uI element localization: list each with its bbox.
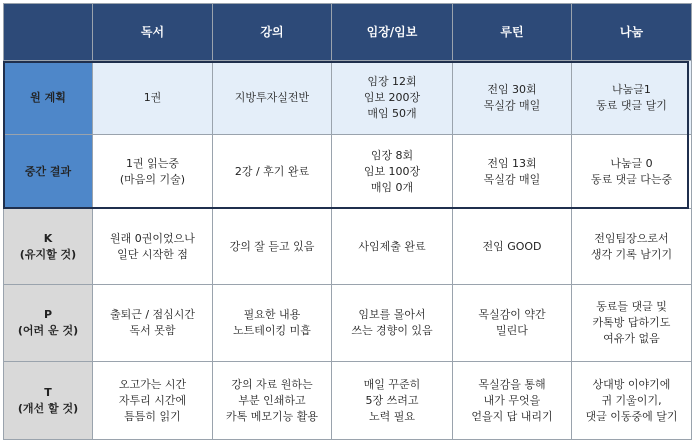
column-header-routine: 루틴 xyxy=(453,4,572,61)
keep-sharing-cell: 전임팀장으로서 생각 기록 남기기 xyxy=(572,209,692,285)
plan-lecture-cell: 지방투자실전반 xyxy=(213,61,332,135)
table-row-try xyxy=(4,362,692,440)
midterm-reading-cell: 1권 읽는중 (마음의 기술) xyxy=(93,135,213,209)
header-row xyxy=(4,4,692,61)
table-row-midterm xyxy=(4,135,692,209)
try-reading-cell: 오고가는 시간 자투리 시간에 틈틈히 읽기 xyxy=(93,362,213,440)
plan-reading-cell: 1권 xyxy=(93,61,213,135)
midterm-imjang-cell: 임장 8회 임보 100장 매임 0개 xyxy=(332,135,453,209)
keep-lecture-cell: 강의 잘 듣고 있음 xyxy=(213,209,332,285)
table-row-problem xyxy=(4,285,692,362)
kpt-table xyxy=(3,3,692,440)
try-routine-cell: 목실감을 통해 내가 무엇을 얻을지 답 내리기 xyxy=(453,362,572,440)
row-header-try: T (개선 할 것) xyxy=(4,362,93,440)
midterm-lecture-cell: 2강 / 후기 완료 xyxy=(213,135,332,209)
column-header-lecture: 강의 xyxy=(213,4,332,61)
plan-sharing-cell: 나눔글1 동료 댓글 달기 xyxy=(572,61,692,135)
problem-reading-cell: 출퇴근 / 점심시간 독서 못함 xyxy=(93,285,213,362)
table-row-keep xyxy=(4,209,692,285)
column-header-reading: 독서 xyxy=(93,4,213,61)
row-header-plan: 원 계획 xyxy=(4,61,93,135)
keep-imjang-cell: 사임제출 완료 xyxy=(332,209,453,285)
problem-routine-cell: 목실감이 약간 밀린다 xyxy=(453,285,572,362)
keep-routine-cell: 전임 GOOD xyxy=(453,209,572,285)
try-imjang-cell: 매일 꾸준히 5장 쓰려고 노력 필요 xyxy=(332,362,453,440)
row-header-problem: P (어려 운 것) xyxy=(4,285,93,362)
midterm-sharing-cell: 나눔글 0 동료 댓글 다는중 xyxy=(572,135,692,209)
keep-reading-cell: 원래 0권이었으나 일단 시작한 점 xyxy=(93,209,213,285)
plan-routine-cell: 전임 30회 목실감 매일 xyxy=(453,61,572,135)
problem-sharing-cell: 동료들 댓글 및 카톡방 답하기도 여유가 없음 xyxy=(572,285,692,362)
header-corner xyxy=(4,4,93,61)
midterm-routine-cell: 전임 13회 목실감 매일 xyxy=(453,135,572,209)
try-sharing-cell: 상대방 이야기에 귀 기울이기, 댓글 이동중에 달기 xyxy=(572,362,692,440)
problem-lecture-cell: 필요한 내용 노트테이킹 미흡 xyxy=(213,285,332,362)
table-row-plan xyxy=(4,61,692,135)
column-header-sharing: 나눔 xyxy=(572,4,692,61)
row-header-keep: K (유지할 것) xyxy=(4,209,93,285)
try-lecture-cell: 강의 자료 원하는 부분 인쇄하고 카톡 메모기능 활용 xyxy=(213,362,332,440)
column-header-imjang: 임장/임보 xyxy=(332,4,453,61)
plan-imjang-cell: 임장 12회 임보 200장 매임 50개 xyxy=(332,61,453,135)
problem-imjang-cell: 임보를 몰아서 쓰는 경향이 있음 xyxy=(332,285,453,362)
row-header-midterm: 중간 결과 xyxy=(4,135,93,209)
